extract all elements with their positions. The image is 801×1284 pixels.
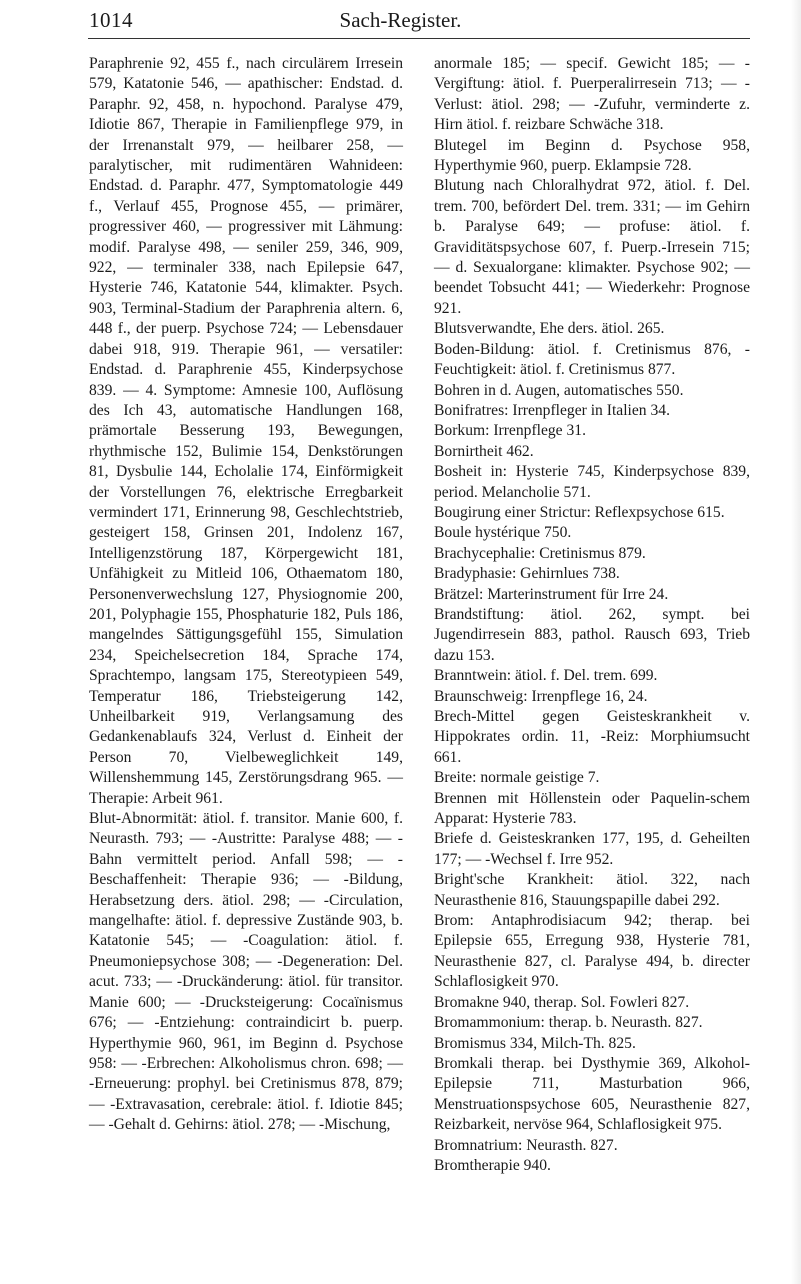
index-entry: Bougirung einer Strictur: Reflexpsychose 615. (434, 503, 725, 521)
index-entry: Branntwein: ätiol. f. Del. trem. 699. (434, 667, 658, 685)
index-entry: Bright'sche Krankheit: ätiol. 322, nach Neurasthenie 816, Stauungspapille dabei 292. (434, 871, 750, 909)
index-entry: Brennen mit Höllenstein oder Paquelin-schem Apparat: Hysterie 783. (434, 789, 750, 828)
index-entry: Bradyphasie: Gehirnlues 738. (434, 565, 620, 583)
index-entry: Brech-Mittel gegen Geisteskrankheit v. Hippokrates ordin. 11, -Reiz: Morphiumsucht 661. (434, 708, 750, 766)
index-entry: anormale 185; — specif. Gewicht 185; — -Vergiftung: ätiol. f. Puerperalirresein 713; — -Verlust: ätiol. 298; — -Zufuhr, verminderte z. Hirn ätiol. f. reizbare Schwäche 318. (434, 55, 750, 134)
index-entry: Bosheit in: Hysterie 745, Kinderpsychose 839, period. Melancholie 571. (434, 463, 750, 501)
index-entry: Boule hystérique 750. (434, 524, 572, 542)
index-entry: Bohren in d. Augen, automatisches 550. (434, 381, 684, 399)
index-entry: Bonifratres: Irrenpfleger in Italien 34. (434, 401, 670, 419)
index-entry: Blut-Abnormität: ätiol. f. transitor. Manie 600, f. Neurasth. 793; — -Austritte: Paralyse 488; — -Bahn vermittelt period. Anfall 598; — -Beschaffenheit: Therapie 936; — -Bildung, Herabsetzung ders. ätiol. 298; — -Circulation, mangelhafte: ätiol. f. depressive Zustände 903, b. Katatonie 545; — -Coagulation: ätiol. f. Pneumoniepsychose 308; — -Degeneration: Del. acut. 733; — -Druckänderung: ätiol. für transitor. Manie 600; — -Drucksteigerung: Cocaïnismus 676; — -Entziehung: contraindicirt b. puerp. Hyperthymie 960, 961, im Beginn d. Psychose 958: — -Erbrechen: Alkoholismus chron. 698; — -Erneuerung: prophyl. bei Cretinismus 878, 879; — -Extravasation, cerebrale: ätiol. f. Idiotie 845; — -Gehalt d. Gehirns: ätiol. 278; — -Mischung, (89, 810, 403, 1134)
index-entry: Breite: normale geistige 7. (434, 769, 600, 787)
index-entry: Brom: Antaphrodisiacum 942; therap. bei Epilepsie 655, Erregung 938, Hysterie 781, Neurasthenie 827, cl. Paralyse 494, b. directer Schlaflosigkeit 970. (434, 912, 750, 991)
header-rule (88, 38, 750, 39)
left-column (89, 54, 403, 1136)
page-title: Sach-Register. (339, 8, 462, 32)
index-entry: Boden-Bildung: ätiol. f. Cretinismus 876, -Feuchtigkeit: ätiol. f. Cretinismus 877. (434, 340, 750, 379)
index-entry: Blutegel im Beginn d. Psychose 958, Hyperthymie 960, puerp. Eklampsie 728. (434, 136, 750, 175)
index-entry: Borkum: Irrenpflege 31. (434, 422, 586, 440)
index-entry: Braunschweig: Irrenpflege 16, 24. (434, 687, 648, 705)
index-entry: Bromakne 940, therap. Sol. Fowleri 827. (434, 993, 690, 1011)
index-entry: Bromnatrium: Neurasth. 827. (434, 1136, 618, 1154)
index-entry: Brachycephalie: Cretinismus 879. (434, 544, 646, 562)
index-entry: Bromkali therap. bei Dysthymie 369, Alkohol-Epilepsie 711, Masturbation 966, Menstruationspsychose 605, Neurasthenie 827, Reizbarkeit, nervöse 964, Schlaflosigkeit 975. (434, 1054, 750, 1134)
index-entry: Paraphrenie 92, 455 f., nach circulärem Irresein 579, Katatonie 546, — apathischer: Endstad. d. Paraphr. 92, 458, n. hypochond. Paralyse 479, Idiotie 867, Therapie in Familienpflege 979, in der Irrenanstalt 979, — heilbarer 258, — paralytischer, mit rudimentären Wahnideen: Endstad. d. Paraphr. 477, Symptomatologie 449 f., Verlauf 455, Prognose 455, — primärer, progressiver 460, — progressiver mit Lähmung: modif. Paralyse 498, — seniler 259, 346, 909, 922, — terminaler 338, nach Epilepsie 647, Hysterie 746, Katatonie 544, klimakter. Psych. 903, Terminal-Stadium der Paraphrenia altern. 6, 448 f., der puerp. Psychose 724; — Lebensdauer dabei 918, 919. Therapie 961, — versatiler: Endstad. d. Paraphrenie 455, Kinderpsychose 839. — 4. Symptome: Amnesie 100, Auflösung des Ich 43, automatische Handlungen 168, prämortale Besserung 193, Bewegungen, rhythmische 152, Bulimie 154, Denkstörungen 81, Dysbulie 144, Echolalie 174, Einförmigkeit der Vorstellungen 76, elektrische Erregbarkeit vermindert 171, Erinnerung 98, Geschlechtstrieb, gesteigert 158, Grinsen 201, Indolenz 167, Intelligenzstörung 187, Körpergewicht 181, Unfähigkeit zu Mitleid 106, Othaematom 180, Personenverwechslung 127, Physiognomie 200, 201, Polyphagie 155, Phosphaturie 182, Puls 186, mangelndes Sättigungsgefühl 155, Simulation 234, Speichelsecretion 184, Sprache 174, Sprachtempo, langsam 175, Stereotypieen 549, Temperatur 186, Triebsteigerung 142, Unheilbarkeit 919, Verlangsamung des Gedankenablaufs 324, Verlust d. Einheit der Person 70, Vielbeweglichkeit 149, Willenshemmung 145, Zerstörungsdrang 965. — Therapie: Arbeit 961. (89, 55, 403, 807)
index-entry: Blutsverwandte, Ehe ders. ätiol. 265. (434, 320, 665, 338)
index-entry: Blutung nach Chloralhydrat 972, ätiol. f. Del. trem. 700, befördert Del. trem. 331; — im Gehirn b. Paralyse 649; — profuse: ätiol. f. Graviditätspsychose 607, f. Puerp.-Irresein 715; — d. Sexualorgane: klimakter. Psychose 902; — beendet Tobsucht 441; — Wiederkehr: Prognose 921. (434, 177, 750, 317)
right-column (434, 54, 750, 1176)
page-number: 1014 (89, 8, 133, 32)
index-entry: Briefe d. Geisteskranken 177, 195, d. Geheilten 177; — -Wechsel f. Irre 952. (434, 830, 750, 868)
index-entry: Bromtherapie 940. (434, 1156, 551, 1174)
index-entry: Brätzel: Marterinstrument für Irre 24. (434, 585, 669, 603)
page-edge-shadow (791, 0, 801, 1284)
index-entry: Bornirtheit 462. (434, 442, 534, 460)
index-entry: Brandstiftung: ätiol. 262, sympt. bei Jugendirresein 883, pathol. Rausch 693, Trieb dazu 153. (434, 605, 750, 664)
index-entry: Bromammonium: therap. b. Neurasth. 827. (434, 1014, 703, 1032)
index-entry: Bromismus 334, Milch-Th. 825. (434, 1034, 636, 1052)
